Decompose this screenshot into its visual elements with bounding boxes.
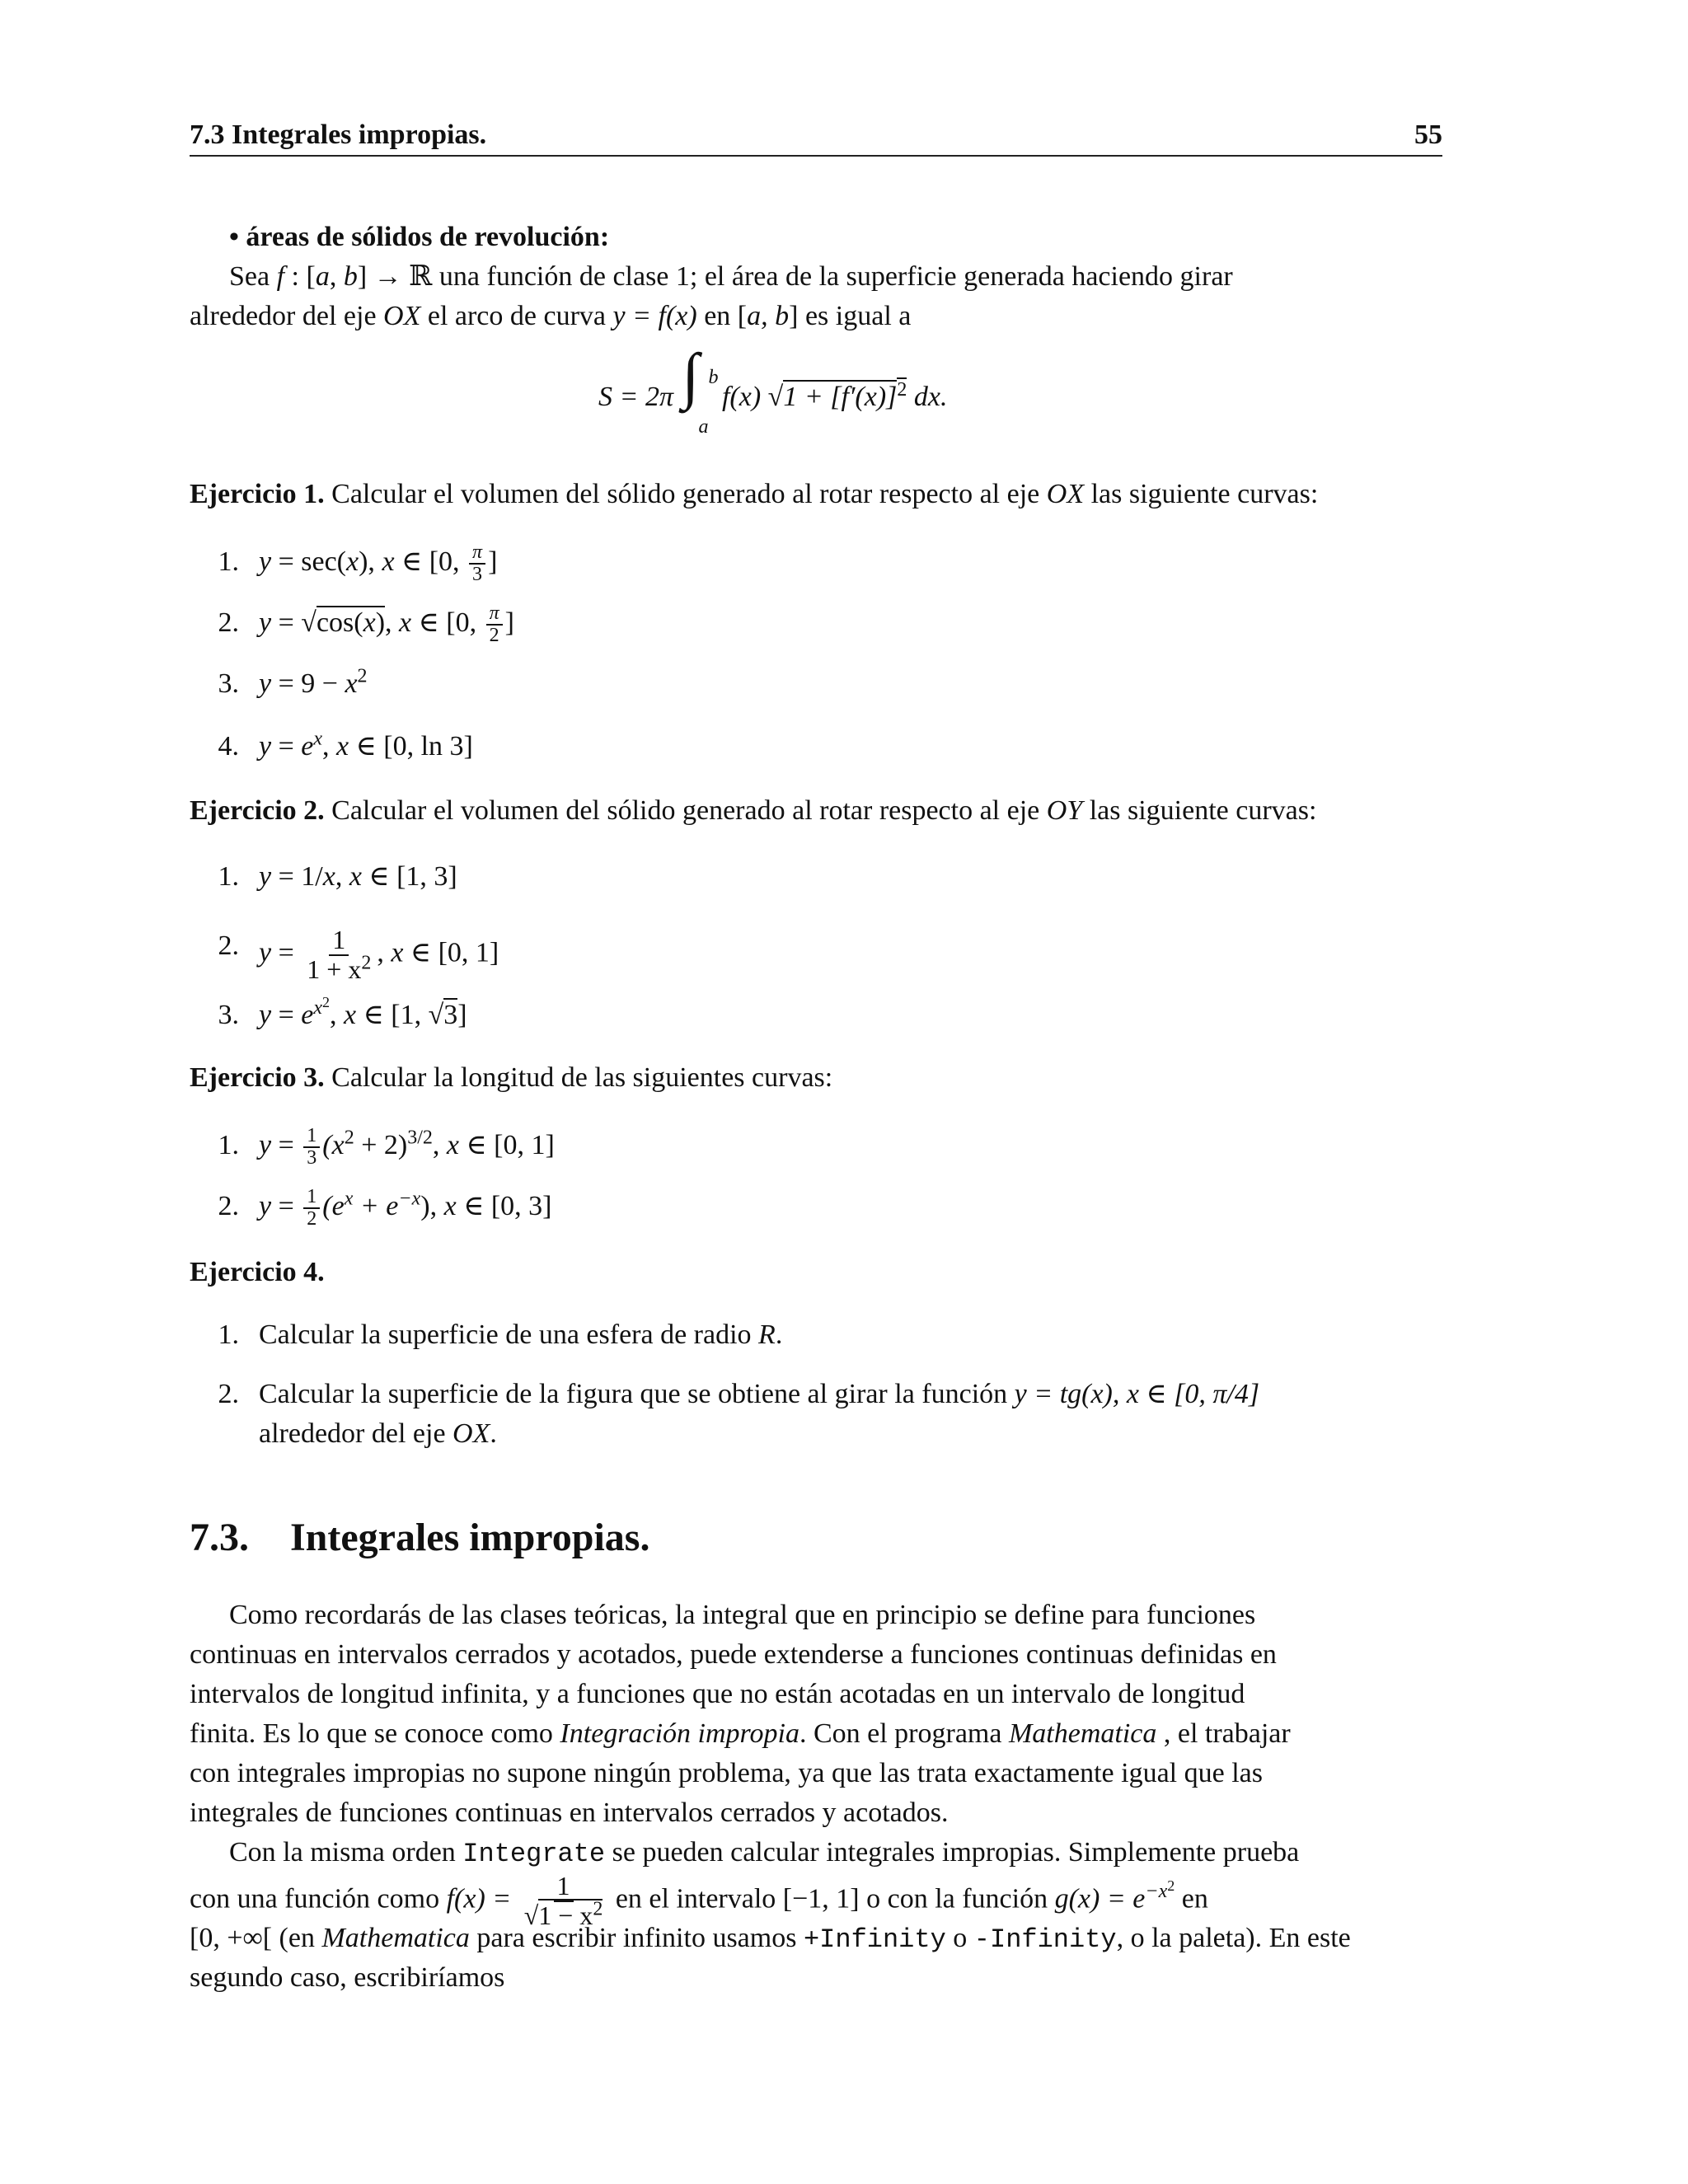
surface-areas-heading: • áreas de sólidos de revolución: <box>229 222 610 252</box>
running-header <box>190 115 1442 157</box>
para1-line5: con integrales impropias no supone ningún problema, ya que las trata exactamente igual que las <box>190 1758 1263 1788</box>
para2-line1: Con la misma orden Integrate se pueden calcular integrales impropias. Simplemente prueba <box>229 1837 1300 1869</box>
para1-line6: integrales de funciones continuas en intervalos cerrados y acotados. <box>190 1797 949 1828</box>
ex4-label: Ejercicio 4. <box>190 1257 325 1287</box>
para2-line2: con una función como f(x) = $\frac{1}{√1 - x^2}$ en el intervalo [−1, 1] o con la función $g(x) = e^{-x^2}$ en <box>190 1871 1208 1930</box>
ex3-statement: Ejercicio 3. Calcular la longitud de las siguientes curvas: <box>190 1062 833 1093</box>
para1-line4: finita. Es lo que se conoce como Integración impropia. Con el programa Mathematica , el trabajar <box>190 1718 1291 1749</box>
para1-line3: intervalos de longitud infinita, y a funciones que no están acotadas en un intervalo de longitud <box>190 1679 1245 1709</box>
ex1-statement: Ejercicio 1. Calcular el volumen del sólido generado al rotar respecto al eje OX las siguiente curvas: <box>190 479 1319 509</box>
section-heading: 7.3. Integrales impropias. <box>190 1516 650 1559</box>
ex2-statement: Ejercicio 2. Calcular el volumen del sólido generado al rotar respecto al eje OY las siguiente curvas: <box>190 795 1317 826</box>
page-number: 55 <box>1414 120 1442 150</box>
para2-line4: segundo caso, escribiríamos <box>190 1962 505 1993</box>
para1-line1: Como recordarás de las clases teóricas, la integral que en principio se define para funciones <box>229 1600 1256 1630</box>
para1-line2: continuas en intervalos cerrados y acotados, puede extenderse a funciones continuas definidas en <box>190 1639 1277 1670</box>
surface-areas-line1: Sea f : [a, b] → ℝ una función de clase 1; el área de la superficie generada haciendo girar <box>229 261 1233 292</box>
header-title: 7.3 Integrales impropias. <box>190 120 487 150</box>
surface-area-formula: S = 2π ∫ b a f(x) $√1 + [f'(x)]^2$ dx. <box>598 341 948 438</box>
para2-line3: [0, +∞[ (en Mathematica para escribir infinito usamos +Infinity o -Infinity, o la paleta). En este <box>190 1923 1351 1955</box>
surface-areas-line2: alrededor del eje OX el arco de curva y = f(x) en [a, b] es igual a <box>190 301 912 331</box>
